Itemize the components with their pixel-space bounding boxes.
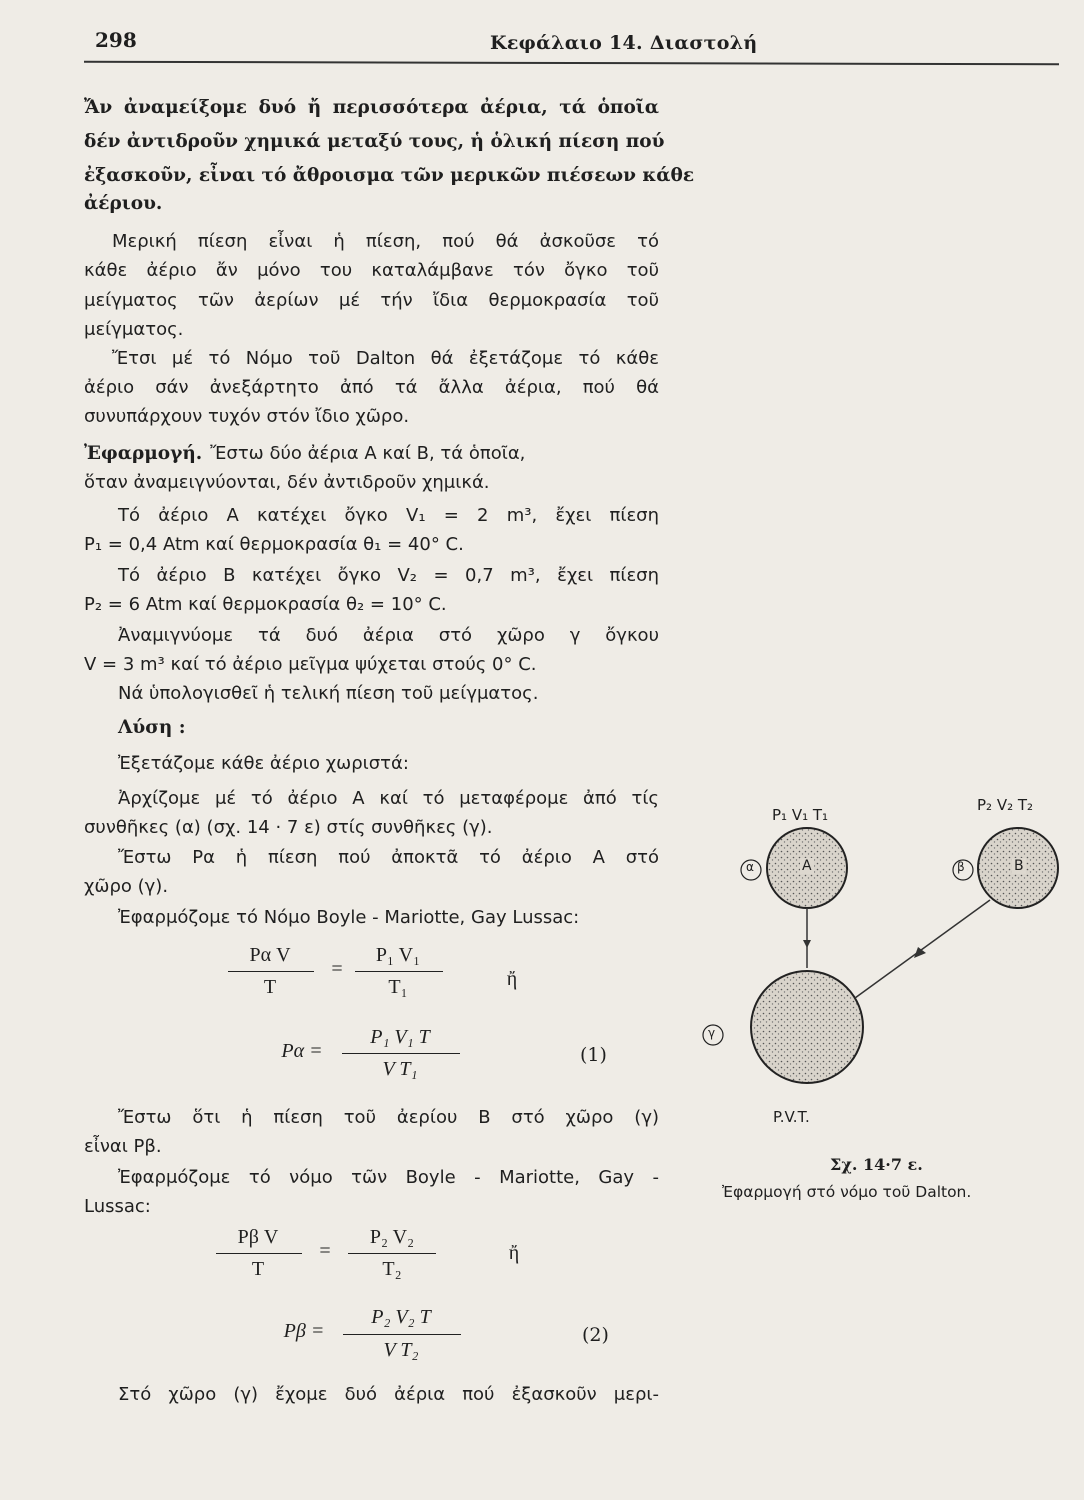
arrow-b-to-mix bbox=[855, 900, 990, 998]
chapter-title: Κεφάλαιο 14. Διαστολή bbox=[490, 32, 758, 54]
solution-line: Ἔστω Pα ἡ πίεση πού ἀποκτᾶ τό ἀέριο Α στό bbox=[118, 847, 659, 868]
figure-caption: Ἐφαρμογή στό νόμο τοῦ Dalton. bbox=[722, 1183, 972, 1201]
paragraph-line: Ἔτσι μέ τό Νόμο τοῦ Dalton θά ἐξετάζομε τό κάθε bbox=[112, 348, 659, 369]
paragraph-line: κάθε ἀέριο ἄν μόνο του καταλάμβανε τόν ὄγκο τοῦ bbox=[84, 260, 659, 281]
page-number: 298 bbox=[95, 28, 137, 52]
gas-a-label: Α bbox=[802, 858, 812, 874]
fraction-bar bbox=[228, 971, 314, 972]
eq1a-num-right: P₁ V₁ bbox=[375, 944, 421, 966]
eq2a-num-right: P₂ V₂ bbox=[369, 1226, 415, 1248]
fraction-bar bbox=[342, 1053, 460, 1054]
eq1-label: (1) bbox=[580, 1044, 607, 1066]
solution-line: Ἐφαρμόζομε τό Νόμο Boyle - Mariotte, Gay Lussac: bbox=[118, 907, 580, 928]
fraction-bar bbox=[216, 1253, 302, 1254]
application-line: Τό ἀέριο Β κατέχει ὄγκο V₂ = 0,7 m³, ἔχει πίεση bbox=[118, 565, 659, 586]
law-statement-line: ἀέριου. bbox=[84, 193, 163, 214]
eq2b-den: V T₂ bbox=[383, 1339, 419, 1361]
eq2a-den-right: T₂ bbox=[382, 1258, 402, 1280]
law-statement-line: Ἄν ἀναμείξομε δυό ἤ περισσότερα ἀέρια, τά ὁποῖα bbox=[84, 97, 659, 118]
solution-line: εἶναι Pβ. bbox=[84, 1136, 162, 1157]
tag-alpha: α bbox=[746, 860, 754, 874]
law-statement-line: ἐξασκοῦν, εἶναι τό ἄθροισμα τῶν μερικῶν πιέσεων κάθε bbox=[84, 165, 695, 186]
state-a-label: P₁ V₁ T₁ bbox=[772, 806, 829, 824]
solution-line: Στό χῶρο (γ) ἔχομε δυό ἀέρια πού ἐξασκοῦν μερι- bbox=[118, 1384, 659, 1405]
eq1b-lhs: Pα = bbox=[281, 1040, 323, 1062]
solution-line: Lussac: bbox=[84, 1196, 151, 1217]
fraction-bar bbox=[355, 971, 443, 972]
application-line: Τό ἀέριο Α κατέχει ὄγκο V₁ = 2 m³, ἔχει πίεση bbox=[118, 505, 659, 526]
paragraph-line: συνυπάρχουν τυχόν στόν ἴδιο χῶρο. bbox=[84, 406, 410, 427]
application-line: ὅταν ἀναμειγνύονται, δέν ἀντιδροῦν χημικά. bbox=[84, 472, 490, 493]
application-first-line bbox=[84, 441, 659, 467]
eq2b-lhs: Pβ = bbox=[283, 1320, 325, 1342]
application-text: Ἔστω δύο ἀέρια Α καί Β, τά ὁποῖα, bbox=[210, 443, 526, 464]
eq2-label: (2) bbox=[582, 1324, 609, 1346]
eq1a-den-left: T bbox=[263, 976, 277, 998]
solution-line: χῶρο (γ). bbox=[84, 876, 169, 897]
tag-beta: β bbox=[957, 860, 965, 874]
header-rule bbox=[84, 61, 1059, 66]
fraction-bar bbox=[343, 1334, 461, 1335]
eq1b-den: V T₁ bbox=[382, 1058, 418, 1080]
paragraph-line: Μερική πίεση εἶναι ἡ πίεση, πού θά ἀσκοῦσε τό bbox=[112, 231, 659, 252]
application-line: Νά ὑπολογισθεῖ ἡ τελική πίεση τοῦ μείγματος. bbox=[118, 683, 539, 704]
eq1a-equals: = bbox=[331, 958, 343, 980]
paragraph-line: ἀέριο σάν ἀνεξάρτητο ἀπό τά ἄλλα ἀέρια, πού θά bbox=[84, 377, 659, 398]
eq2b-num: P₂ V₂ T bbox=[371, 1306, 431, 1328]
eq1a-num-left: Pα V bbox=[249, 944, 291, 966]
gas-b-label: Β bbox=[1014, 858, 1024, 874]
fraction-bar bbox=[348, 1253, 436, 1254]
eq1b-num: P₁ V₁ T bbox=[370, 1026, 430, 1048]
eq2a-den-left: T bbox=[251, 1258, 265, 1280]
eq2a-num-left: Pβ V bbox=[237, 1226, 279, 1248]
eq1a-den-right: T₁ bbox=[388, 976, 408, 998]
mixture-circle bbox=[751, 971, 863, 1083]
solution-line: Ἐφαρμόζομε τό νόμο τῶν Boyle - Mariotte, Gay - bbox=[118, 1167, 659, 1188]
eq2a-equals: = bbox=[319, 1240, 331, 1262]
solution-label: Λύση : bbox=[118, 717, 186, 738]
paragraph-line: μείγματος. bbox=[84, 319, 184, 340]
application-label: Ἐφαρμογή. bbox=[84, 443, 203, 464]
application-line: Ἀναμιγνύομε τά δυό ἀέρια στό χῶρο γ ὄγκου bbox=[118, 625, 659, 646]
solution-line: Ἀρχίζομε μέ τό ἀέριο Α καί τό μεταφέρομε ἀπό τίς bbox=[118, 788, 659, 809]
tag-gamma: γ bbox=[708, 1026, 716, 1040]
solution-line: Ἐξετάζομε κάθε ἀέριο χωριστά: bbox=[118, 753, 409, 774]
application-line: P₂ = 6 Atm καί θερμοκρασία θ₂ = 10° C. bbox=[84, 594, 447, 615]
solution-line: Ἔστω ὅτι ἡ πίεση τοῦ ἀερίου Β στό χῶρο (γ) bbox=[118, 1107, 659, 1128]
arrow-head-icon bbox=[803, 940, 811, 948]
application-line: V = 3 m³ καί τό ἀέριο μεῖγμα ψύχεται στούς 0° C. bbox=[84, 654, 537, 675]
eq1a-or: ἤ bbox=[506, 968, 518, 990]
solution-line: συνθῆκες (α) (σχ. 14 · 7 ε) στίς συνθῆκες (γ). bbox=[84, 817, 493, 838]
application-line: P₁ = 0,4 Atm καί θερμοκρασία θ₁ = 40° C. bbox=[84, 534, 464, 555]
paragraph-line: μείγματος τῶν ἀερίων μέ τήν ἴδια θερμοκρασία τοῦ bbox=[84, 290, 659, 311]
figure-number: Σχ. 14·7 ε. bbox=[830, 1155, 923, 1174]
eq2a-or: ἤ bbox=[508, 1242, 520, 1264]
mixture-state-label: P.V.T. bbox=[773, 1108, 810, 1126]
state-b-label: P₂ V₂ T₂ bbox=[977, 796, 1034, 814]
law-statement-line: δέν ἀντιδροῦν χημικά μεταξύ τους, ἡ ὁλική πίεση πού bbox=[84, 131, 665, 152]
